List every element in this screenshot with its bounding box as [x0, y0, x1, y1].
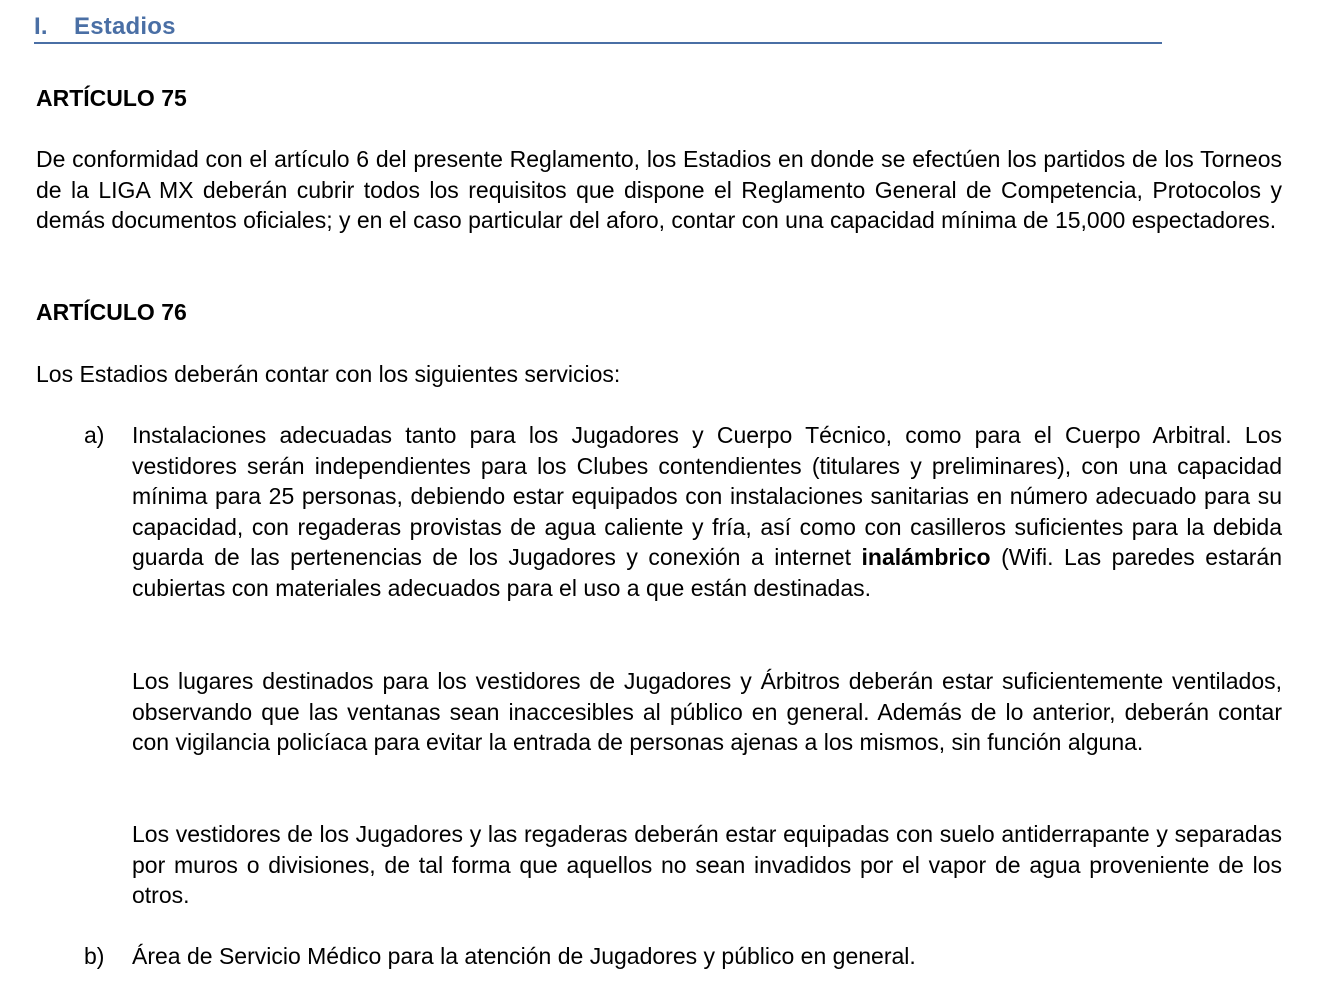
- section-heading: [34, 10, 1162, 44]
- item-a-paragraph-2: Los lugares destinados para los vestidores de Jugadores y Árbitros deberán estar suficientemente ventilados, observando que las ventanas sean inaccesibles al público en general. Además de lo anterior, deberán contar con vigilancia policíaca para evitar la entrada de personas ajenas a los mismos, sin función alguna.: [132, 668, 1282, 755]
- item-a-bold-word: inalámbrico: [861, 544, 991, 570]
- article-76-title: ARTÍCULO 76: [36, 299, 187, 325]
- article-75-title: ARTÍCULO 75: [36, 85, 187, 111]
- item-b-text: Área de Servicio Médico para la atención de Jugadores y público en general.: [132, 943, 916, 969]
- section-number: I.: [34, 13, 48, 40]
- article-75-body: De conformidad con el artículo 6 del presente Reglamento, los Estadios en donde se efectúen los partidos de los Torneos de la LIGA MX deberán cubrir todos los requisitos que dispone el Reglamento General de Competencia, Protocolos y demás documentos oficiales; y en el caso particular del aforo, contar con una capacidad mínima de 15,000 espectadores.: [36, 146, 1282, 233]
- item-a-paragraph-1: [132, 420, 1282, 603]
- item-a-text-end: (Wifi. Las paredes estarán cubiertas con materiales adecuados para el uso a que están destinadas.: [132, 544, 1282, 601]
- item-a-text-start: Instalaciones adecuadas tanto para los Jugadores y Cuerpo Técnico, como para el Cuerpo Arbitral. Los vestidores serán independientes para los Clubes contendientes (titulares y preliminares), con una capacidad mínima para 25 personas, debiendo estar equipados con instalaciones sanitarias en número adecuado para su capacidad, con regaderas provistas de agua caliente y fría, así como con casilleros suficientes para la debida guarda de las pertenencias de los Jugadores y conexión a internet: [132, 422, 1282, 570]
- list-marker-b: b): [84, 943, 105, 969]
- item-a-paragraph-3: Los vestidores de los Jugadores y las regaderas deberán estar equipadas con suelo antiderrapante y separadas por muros o divisiones, de tal forma que aquellos no sean invadidos por el vapor de agua proveniente de los otros.: [132, 821, 1282, 908]
- list-marker-a: a): [84, 422, 105, 448]
- article-76-intro: Los Estadios deberán contar con los siguientes servicios:: [36, 361, 621, 387]
- section-title: Estadios: [74, 13, 176, 40]
